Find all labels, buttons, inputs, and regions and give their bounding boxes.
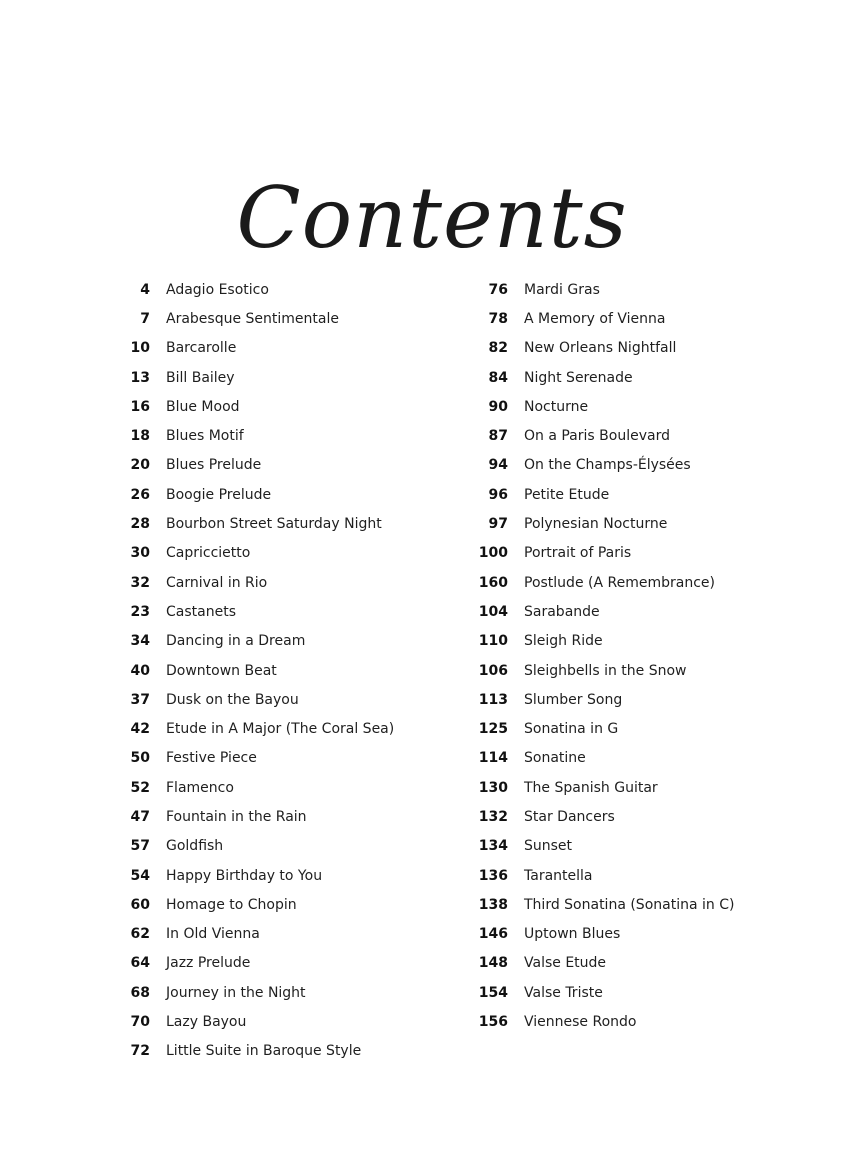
entry-title: Lazy Bayou	[166, 1014, 247, 1031]
contents-entry	[468, 539, 734, 568]
entry-page-number: 132	[478, 808, 508, 825]
contents-entry	[468, 744, 734, 773]
contents-entry	[110, 627, 394, 656]
entry-title: In Old Vienna	[166, 926, 260, 943]
entry-page-number: 84	[488, 369, 508, 386]
entry-page-number: 138	[478, 896, 508, 913]
entry-title: Boogie Prelude	[166, 486, 272, 503]
contents-entry	[110, 392, 394, 421]
entry-title: Happy Birthday to You	[166, 867, 323, 884]
contents-column-right	[468, 275, 734, 1037]
contents-entry	[110, 802, 394, 831]
entry-title: Mardi Gras	[524, 281, 600, 298]
entry-page-number: 130	[478, 779, 508, 796]
entry-title: A Memory of Vienna	[524, 310, 666, 327]
entry-page-number: 47	[130, 808, 150, 825]
entry-title: Bill Bailey	[166, 369, 235, 386]
contents-entry	[110, 421, 394, 450]
entry-title: Third Sonatina (Sonatina in C)	[524, 896, 735, 913]
entry-title: On the Champs-Élysées	[524, 457, 691, 474]
contents-entry	[468, 480, 734, 509]
entry-page-number: 146	[478, 926, 508, 943]
entry-title: Sleighbells in the Snow	[524, 662, 687, 679]
entry-page-number: 68	[130, 984, 150, 1001]
entry-title: Flamenco	[166, 779, 234, 796]
entry-page-number: 78	[488, 310, 508, 327]
entry-page-number: 110	[478, 633, 508, 650]
contents-entry	[110, 509, 394, 538]
entry-title: Sonatine	[524, 750, 586, 767]
contents-entry	[468, 773, 734, 802]
contents-entry	[110, 275, 394, 304]
entry-page-number: 134	[478, 838, 508, 855]
entry-title: The Spanish Guitar	[524, 779, 658, 796]
contents-entry	[110, 949, 394, 978]
contents-entry	[110, 539, 394, 568]
entry-page-number: 62	[130, 926, 150, 943]
entry-page-number: 26	[130, 486, 150, 503]
contents-entry	[110, 1007, 394, 1036]
entry-page-number: 114	[478, 750, 508, 767]
contents-entry	[468, 304, 734, 333]
contents-entry	[468, 802, 734, 831]
contents-entry	[468, 978, 734, 1007]
contents-entry	[110, 480, 394, 509]
contents-entry	[468, 861, 734, 890]
entry-title: Fountain in the Rain	[166, 808, 307, 825]
contents-entry	[110, 861, 394, 890]
contents-entry	[110, 920, 394, 949]
contents-entry	[110, 685, 394, 714]
entry-page-number: 57	[130, 838, 150, 855]
entry-title: Valse Triste	[524, 984, 603, 1001]
entry-page-number: 87	[488, 428, 508, 445]
entry-title: Portrait of Paris	[524, 545, 632, 562]
entry-page-number: 40	[130, 662, 150, 679]
contents-entry	[468, 656, 734, 685]
entry-title: Carnival in Rio	[166, 574, 268, 591]
entry-page-number: 28	[130, 516, 150, 533]
entry-title: Arabesque Sentimentale	[166, 310, 339, 327]
entry-title: Blues Prelude	[166, 457, 262, 474]
entry-page-number: 106	[478, 662, 508, 679]
entry-page-number: 10	[130, 340, 150, 357]
contents-entry	[468, 334, 734, 363]
contents-entry	[110, 1037, 394, 1066]
entry-page-number: 104	[478, 603, 508, 620]
entry-page-number: 16	[130, 398, 150, 415]
contents-entry	[468, 890, 734, 919]
contents-column-left	[110, 275, 394, 1066]
entry-page-number: 60	[130, 896, 150, 913]
contents-entry	[110, 656, 394, 685]
entry-title: Festive Piece	[166, 750, 257, 767]
entry-title: Petite Etude	[524, 486, 610, 503]
entry-page-number: 70	[130, 1014, 150, 1031]
contents-entry	[468, 1007, 734, 1036]
entry-title: Postlude (A Remembrance)	[524, 574, 715, 591]
entry-page-number: 90	[488, 398, 508, 415]
contents-entry	[110, 744, 394, 773]
entry-page-number: 54	[130, 867, 150, 884]
entry-title: Uptown Blues	[524, 926, 621, 943]
contents-entry	[468, 597, 734, 626]
entry-title: New Orleans Nightfall	[524, 340, 677, 357]
entry-page-number: 94	[488, 457, 508, 474]
contents-entry	[468, 949, 734, 978]
entry-title: Goldfish	[166, 838, 224, 855]
contents-entry	[110, 568, 394, 597]
entry-title: Homage to Chopin	[166, 896, 297, 913]
contents-entry	[110, 304, 394, 333]
entry-page-number: 30	[130, 545, 150, 562]
entry-title: Nocturne	[524, 398, 589, 415]
entry-title: Journey in the Night	[166, 984, 306, 1001]
entry-page-number: 34	[130, 633, 150, 650]
contents-entry	[468, 509, 734, 538]
entry-title: Castanets	[166, 603, 236, 620]
entry-title: Slumber Song	[524, 691, 623, 708]
contents-entry	[110, 978, 394, 1007]
entry-page-number: 136	[478, 867, 508, 884]
entry-page-number: 52	[130, 779, 150, 796]
contents-entry	[110, 714, 394, 743]
contents-entry	[110, 890, 394, 919]
contents-entry	[468, 275, 734, 304]
contents-entry	[468, 392, 734, 421]
entry-title: Little Suite in Baroque Style	[166, 1043, 362, 1060]
entry-page-number: 64	[130, 955, 150, 972]
contents-entry	[468, 451, 734, 480]
contents-entry	[468, 714, 734, 743]
entry-title: Sarabande	[524, 603, 600, 620]
contents-entry	[110, 832, 394, 861]
entry-title: Sunset	[524, 838, 573, 855]
entry-page-number: 7	[140, 310, 150, 327]
entry-title: Etude in A Major (The Coral Sea)	[166, 721, 395, 738]
entry-page-number: 20	[130, 457, 150, 474]
entry-page-number: 50	[130, 750, 150, 767]
entry-page-number: 4	[140, 281, 150, 298]
entry-title: Adagio Esotico	[166, 281, 269, 298]
entry-page-number: 72	[130, 1043, 150, 1060]
entry-title: Valse Etude	[524, 955, 607, 972]
entry-title: Barcarolle	[166, 340, 237, 357]
entry-title: Blue Mood	[166, 398, 240, 415]
entry-page-number: 76	[488, 281, 508, 298]
page-title: Contents	[236, 169, 628, 268]
contents-entry	[468, 627, 734, 656]
entry-title: On a Paris Boulevard	[524, 428, 670, 445]
contents-entry	[468, 685, 734, 714]
entry-title: Sleigh Ride	[524, 633, 603, 650]
entry-page-number: 37	[130, 691, 150, 708]
entry-page-number: 160	[478, 574, 508, 591]
contents-entry	[468, 832, 734, 861]
entry-title: Viennese Rondo	[524, 1014, 637, 1031]
entry-page-number: 156	[478, 1014, 508, 1031]
entry-page-number: 100	[478, 545, 508, 562]
contents-entry	[110, 451, 394, 480]
entry-page-number: 148	[478, 955, 508, 972]
entry-title: Blues Motif	[166, 428, 244, 445]
entry-title: Dusk on the Bayou	[166, 691, 299, 708]
contents-entry	[468, 363, 734, 392]
entry-title: Bourbon Street Saturday Night	[166, 516, 382, 533]
entry-title: Downtown Beat	[166, 662, 277, 679]
entry-title: Jazz Prelude	[166, 955, 251, 972]
entry-title: Dancing in a Dream	[166, 633, 306, 650]
entry-page-number: 82	[488, 340, 508, 357]
entry-title: Capriccietto	[166, 545, 251, 562]
contents-entry	[110, 597, 394, 626]
entry-page-number: 125	[478, 721, 508, 738]
entry-page-number: 13	[130, 369, 150, 386]
entry-page-number: 96	[488, 486, 508, 503]
contents-entry	[110, 334, 394, 363]
entry-title: Polynesian Nocturne	[524, 516, 668, 533]
contents-entry	[468, 421, 734, 450]
entry-page-number: 32	[130, 574, 150, 591]
entry-page-number: 18	[130, 428, 150, 445]
entry-page-number: 23	[130, 603, 150, 620]
entry-page-number: 42	[130, 721, 150, 738]
entry-title: Sonatina in G	[524, 721, 619, 738]
contents-entry	[110, 773, 394, 802]
entry-page-number: 97	[488, 516, 508, 533]
contents-entry	[468, 568, 734, 597]
contents-entry	[110, 363, 394, 392]
contents-entry	[468, 920, 734, 949]
entry-page-number: 154	[478, 984, 508, 1001]
entry-page-number: 113	[478, 691, 508, 708]
entry-title: Star Dancers	[524, 808, 615, 825]
entry-title: Tarantella	[524, 867, 593, 884]
entry-title: Night Serenade	[524, 369, 633, 386]
